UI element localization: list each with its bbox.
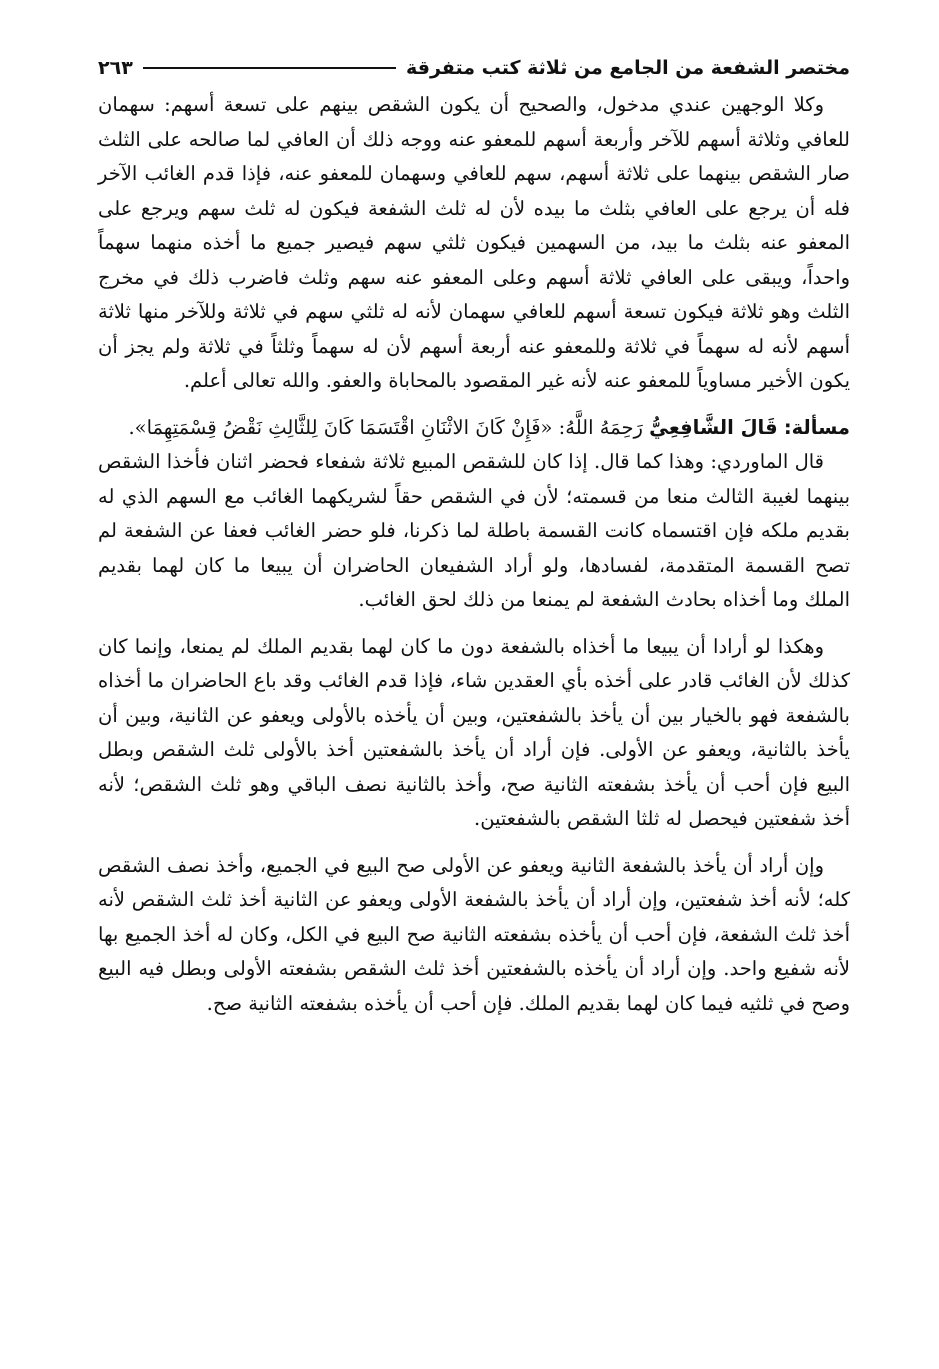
paragraph-1: وكلا الوجهين عندي مدخول، والصحيح أن يكون الشقص بينهم على تسعة أسهم: سهمان للعافي وثلاثة أسهم للآخر وأربعة أسهم للمعفو عنه ووجه ذلك أن العافي لما صالحه على الثلث صار الشقص بينهما على ثلاثة أسهم، سهم للعافي وسهمان للمعفو عنه، فإذا قدم الغائب الآخر فله أن يرجع على العافي بثلث ما بيده لأن له ثلث الشفعة فيكون له ثلث سهم ويرجع على المعفو عنه بثلث ما بيد، من السهمين فيكون ثلثي سهم فيصير جميع ما أخذه منهما سهماً واحداً، ويبقى على العافي ثلاثة أسهم وعلى المعفو عنه سهم وثلث فاضرب ذلك في مخرج الثلث وهو ثلاثة فيكون تسعة أسهم للعافي سهمان لأنه له ثلثي سهم في ثلاثة وللآخر منها ثلاثة أسهم لأنه له سهماً في ثلاثة وللمعفو عنه أربعة أسهم لأن له سهماً وثلثاً في ثلاثة ولم يجز أن يكون الأخير مساوياً للمعفو عنه لأنه غير المقصود بالمحاباة والعفو. والله تعالى أعلم. (98, 93, 850, 392)
issue-paragraph (98, 411, 850, 446)
paragraph-2: قال الماوردي: وهذا كما قال. إذا كان للشقص المبيع ثلاثة شفعاء فحضر اثنان فأخذا الشقص بينهما لغيبة الثالث منعا من قسمته؛ لأن في الشقص حقاً لشريكهما الغائب مع السهم الذي له بقديم ملكه فإن اقتسماه كانت القسمة باطلة لما ذكرنا، فلو حضر الغائب فعفا عن الشفعة لم تصح القسمة المتقدمة، لفسادها، ولو أراد الشفيعان الحاضران أن يبيعا ما كان لهما بقديم الملك وما أخذاه بحادث الشفعة لم يمنعا من ذلك لحق الغائب. (98, 450, 850, 611)
header-rule (143, 67, 396, 69)
paragraph-4: وإن أراد أن يأخذ بالشفعة الثانية ويعفو عن الأولى صح البيع في الجميع، وأخذ نصف الشقص كله؛ لأنه أخذ شفعتين، وإن أراد أن يأخذ بالشفعة الأولى ويعفو عن الثانية أخذ ثلث الشقص لأنه أخذ ثلث الشفعة، فإن أحب أن يأخذه بشفعته الثانية صح البيع في الكل، وكان له أخذ الجميع بها لأنه شفيع واحد. وإن أراد أن يأخذه بالشفعتين أخذ ثلث الشقص بشفعته الأولى وبطل فيه البيع وصح في ثلثيه فيما كان لهما بقديم الملك. فإن أحب أن يأخذه بشفعته الثانية صح. (98, 853, 850, 1015)
issue-imam-name: قَالَ الشَّافِعِيُّ (649, 415, 778, 439)
book-page (98, 48, 850, 1021)
paragraph-3: وهكذا لو أرادا أن يبيعا ما أخذاه بالشفعة دون ما كان لهما بقديم الملك لم يمنعا، وإنما كان كذلك لأن الغائب قادر على أخذه بأي العقدين شاء، فإذا قدم الغائب وقد باع الحاضران ما أخذاه بالشفعة فهو بالخيار بين أن يأخذ بالشفعتين، وبين أن يأخذه بالأولى ويعفو عن الثانية، وبين أن يأخذ بالثانية، ويعفو عن الأولى. فإن أراد أن يأخذ بالشفعتين أخذ بالأولى ثلث الشقص وبطل البيع فإن أحب أن يأخذ بشفعته الثانية صح، وأخذ بالثانية نصف الباقي وهو ثلث الشقص؛ لأنه أخذ شفعتين فيحصل له ثلثا الشقص بالشفعتين. (98, 634, 850, 830)
issue-text: رَحِمَهُ اللَّهُ: «فَإِنْ كَانَ الاثْنَانِ اقْتَسَمَا كَانَ لِلثَّالِثِ نَقْضُ قِسْمَتِهِمَا». (128, 415, 643, 439)
running-header (98, 48, 850, 88)
page-number: ٢٦٣ (98, 57, 133, 79)
issue-label: مسألة: (783, 415, 850, 439)
running-title: مختصر الشفعة من الجامع من ثلاثة كتب متفرقة (405, 57, 850, 79)
